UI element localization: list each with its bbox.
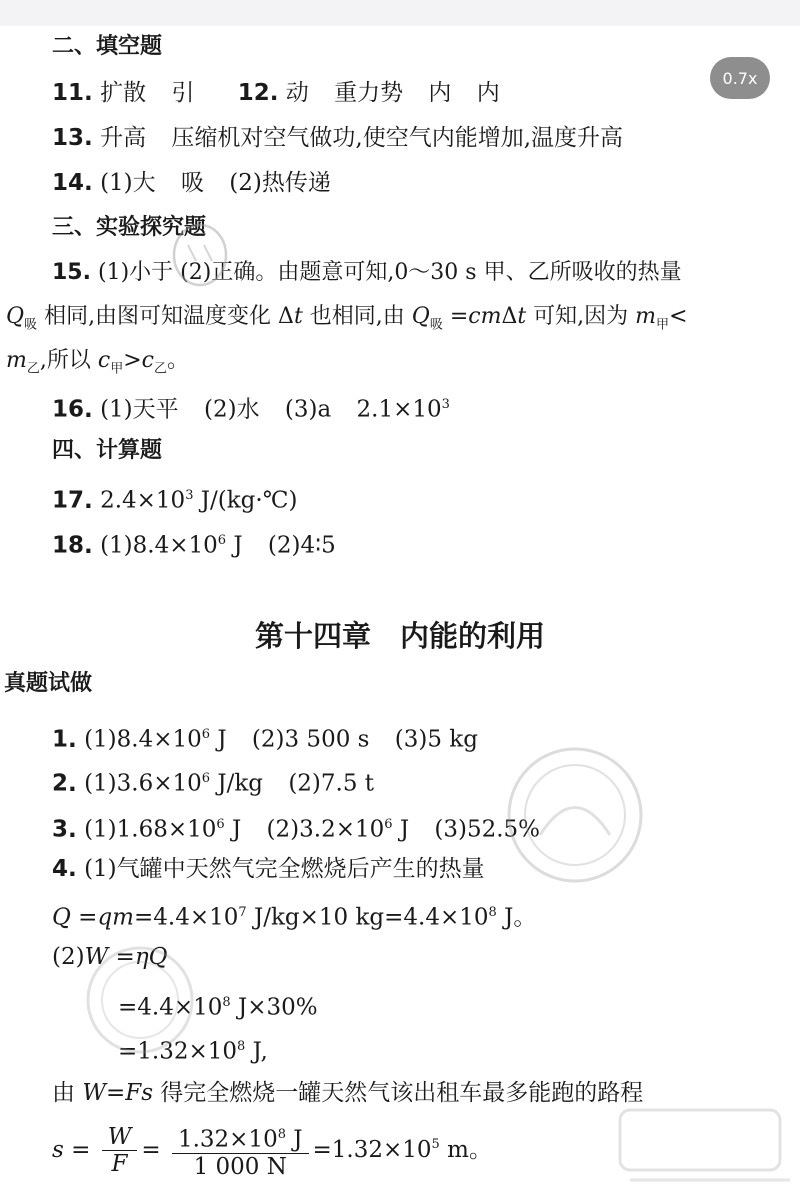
answer-18: 18 . $(1)8.4\times 10^6$ J (2)4∶5 — [52, 526, 336, 561]
section-trial: 真题试做 — [4, 671, 93, 696]
trial-answer-4-line-2: $Q =qm=4.4\times 10^7$ J/kg×10 $kg=4.4\times 10^8$ J。 — [52, 904, 537, 931]
section-experiment: 三、实验探究题 — [52, 215, 207, 240]
answer-13: 13 . 升高 压缩机对空气做功,使空气内能增加,温度升高 — [52, 123, 623, 153]
trial-answer-2: 2 . $(1)3.6\times 10^6$ J/kg (2)7.5 t — [52, 764, 374, 799]
trial-answer-4-line-5: $=1.32\times 10^8$ J, — [118, 1038, 268, 1065]
fraction-w-over-f: $\frac{W}{F}$ — [102, 1124, 138, 1177]
section-calculation: 四、计算题 — [52, 438, 163, 463]
trial-answer-3: 3 . $(1)1.68\times 10^6$ J $(2)3.2\times 10^6$ J (3)52.5% — [52, 810, 540, 845]
top-bar — [0, 0, 800, 26]
answer-16: 16 . (1)天平 (2)水 (3)a $2.1\times 10^3$ — [52, 390, 450, 425]
chapter-title: 第十四章 内能的利用 — [254, 619, 545, 653]
answer-15-line-3: $m_乙$,所以 $c_甲>c_乙$。 — [6, 348, 190, 377]
fraction-value: $\frac{1.32\times 10^8 J}{1 000 N}$ — [172, 1122, 309, 1180]
section-fill-blank: 二、填空题 — [52, 34, 163, 59]
trial-answer-4-line-3: (2)W =ηQ — [52, 944, 168, 970]
playback-speed-button[interactable]: 0.7x — [710, 57, 770, 99]
trial-answer-4-line-1: 4 . (1)气罐中天然气完全燃烧后产生的热量 — [52, 854, 485, 884]
answer-15-line-2: $Q_吸$ 相同,由图可知温度变化 Δt 也相同,由 $Q_吸 =cm\Delta t$ 可知,因为 $m_甲<$ — [6, 304, 688, 333]
answer-17: 17 . $2.4\times 10^3$ J/(kg·℃) — [52, 481, 297, 516]
answer-11-12: 11 . 扩散 引 12 . 动 重力势 内 内 — [52, 78, 500, 108]
answer-15-line-1: 15 . (1)小于 (2)正确。由题意可知,0～30 s 甲、乙所吸收的热量 — [52, 258, 682, 288]
trial-answer-4-line-6: 由 W=Fs 得完全燃烧一罐天然气该出租车最多能跑的路程 — [52, 1080, 644, 1106]
watermark-logo-icon — [600, 1100, 800, 1193]
answer-14: 14 . (1)大 吸 (2)热传递 — [52, 168, 331, 198]
trial-answer-4-line-7: s = $\frac{W}{F}$ = $\frac{1.32\times 10^8 J}{1 000 N}$ $=1.32\times 10^5$ m。 — [52, 1122, 492, 1180]
trial-answer-4-line-4: $=4.4\times 10^8$ J×30% — [118, 994, 318, 1021]
trial-answer-1: 1 . $(1)8.4\times 10^6$ J (2)3 500 s (3)5 kg — [52, 720, 478, 755]
